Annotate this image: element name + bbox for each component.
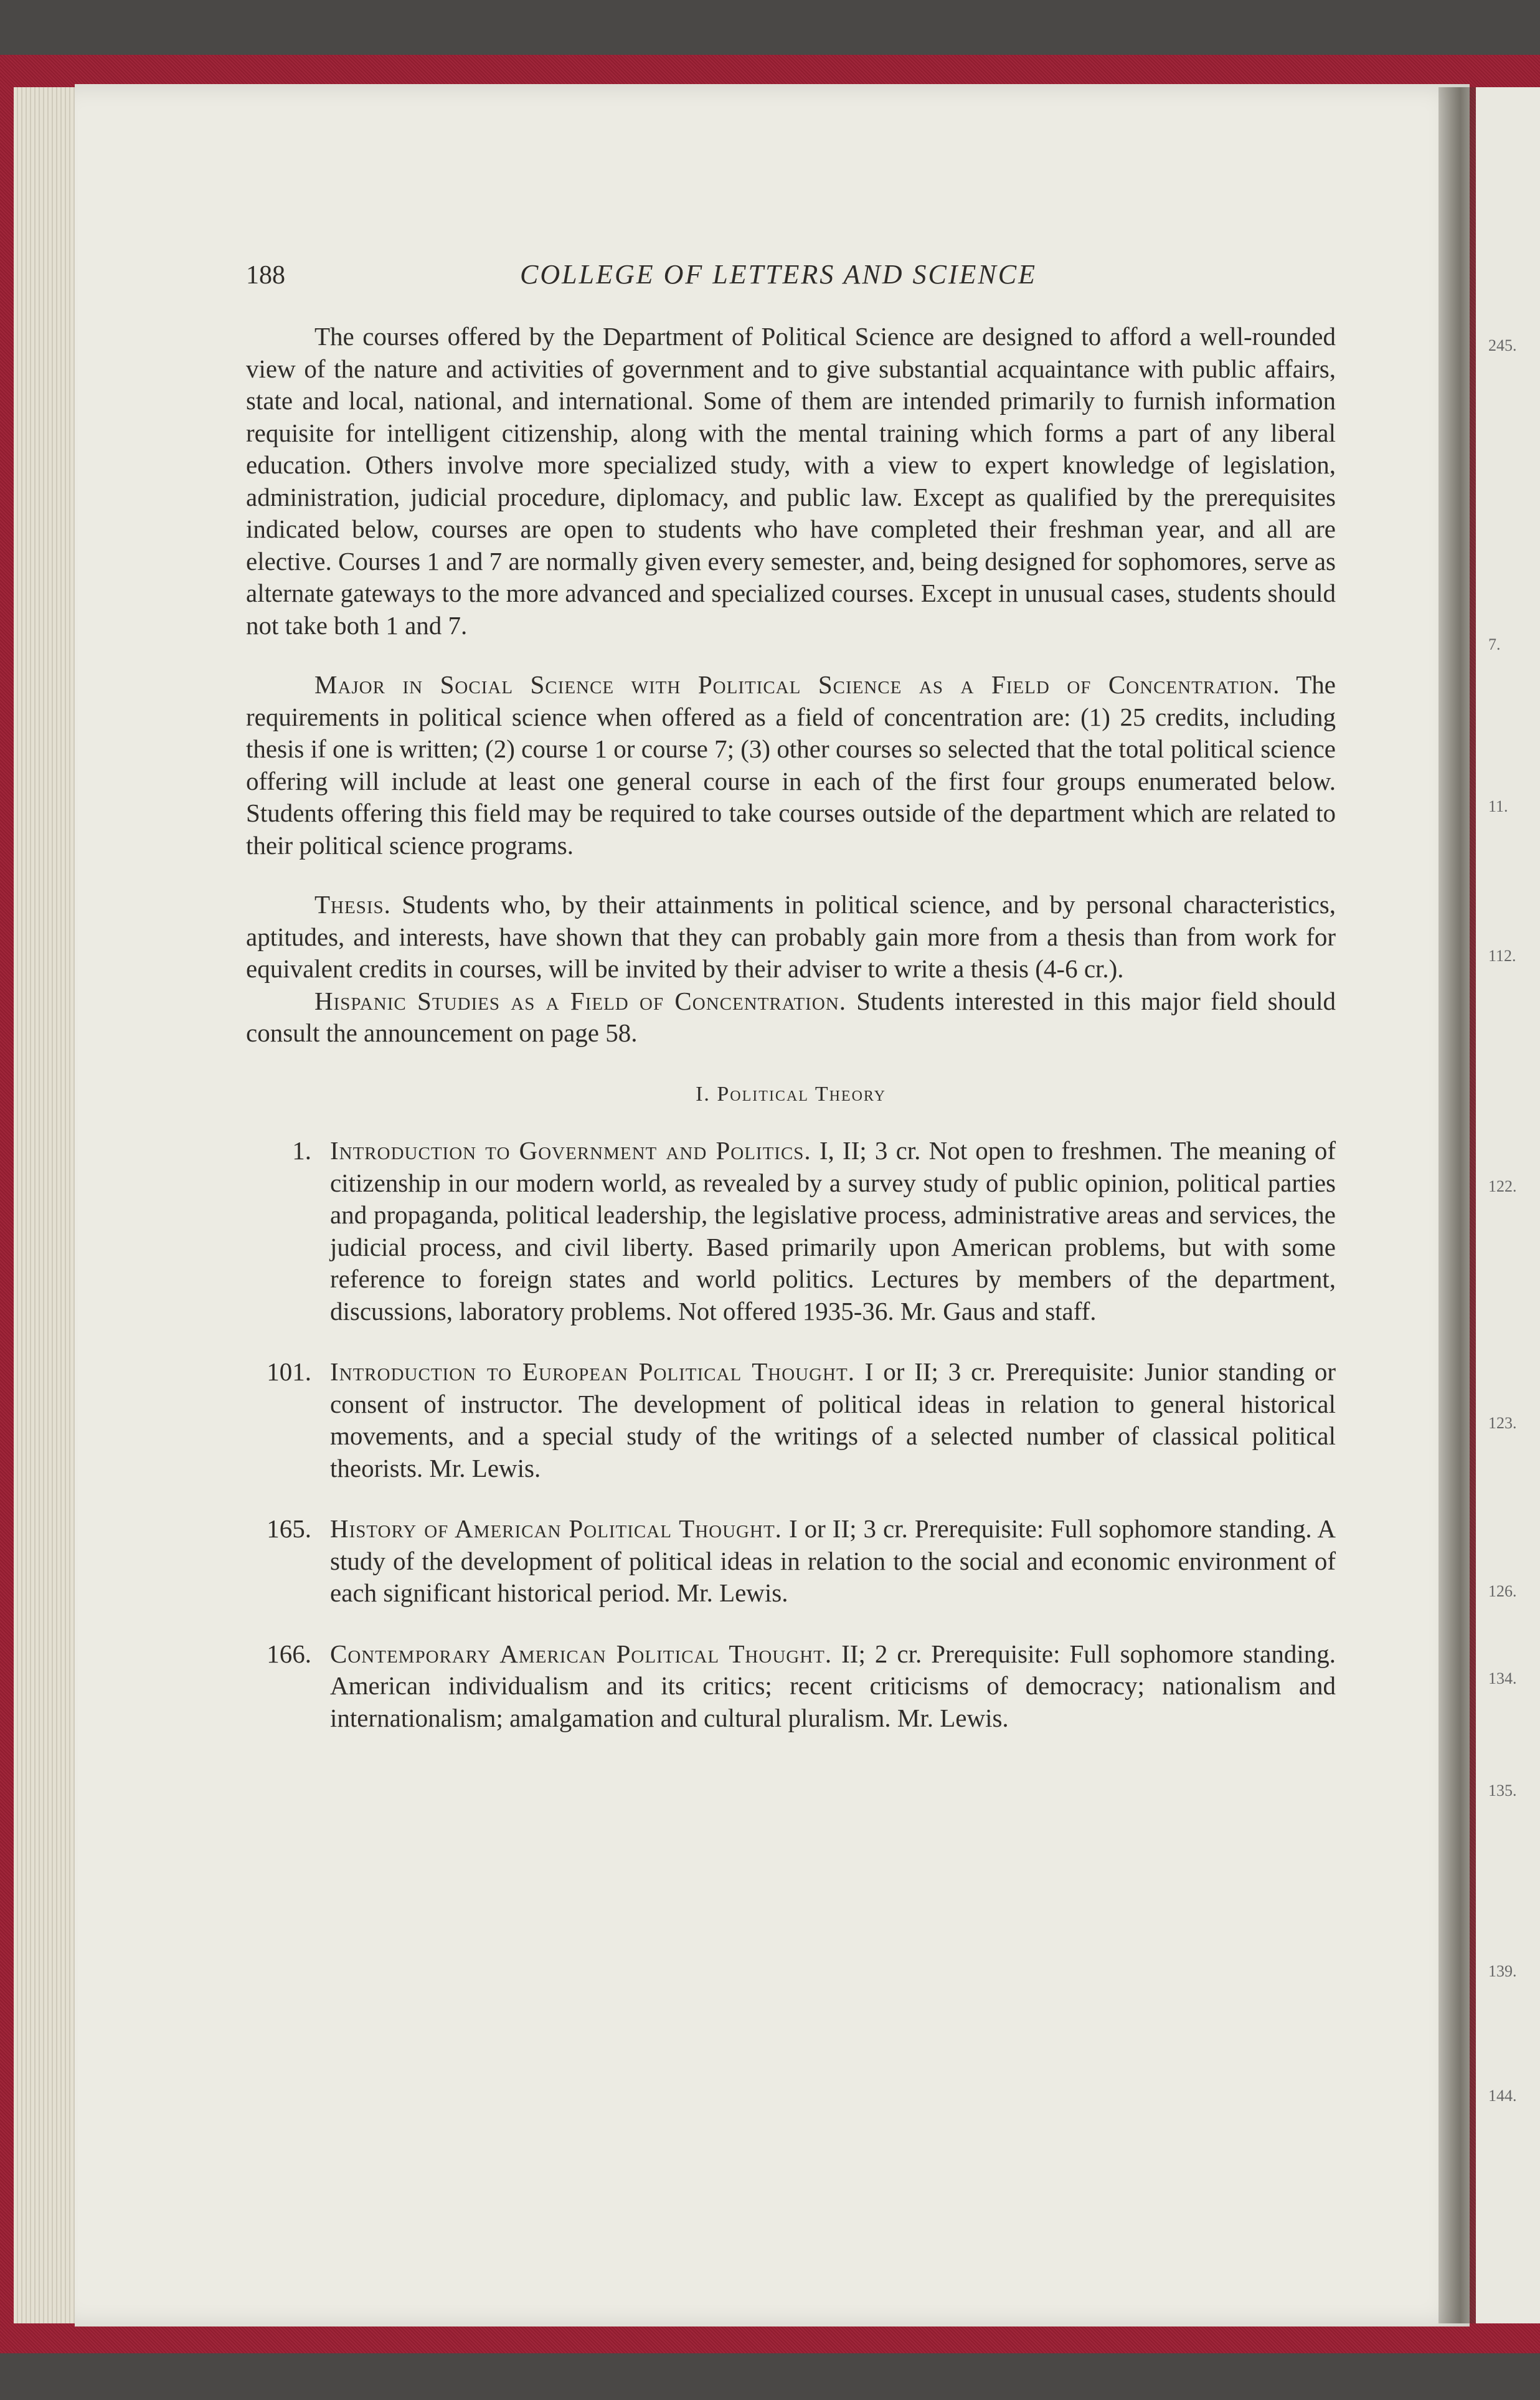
course-title: Introduction to Government and Politics. [330,1136,811,1165]
page-content [246,258,1336,1763]
intro-paragraph: The courses offered by the Department of Political Science are designed to afford a well-rounded view of the nature and activities of government and to give substantial acquaintance with public affairs, state and local, national, and international. Some of them are intended primarily to furnish information requisite for intelligent citizenship, along with the mental training which forms a part of any liberal education. Others involve more specialized study, with a view to expert knowledge of legislation, administration, judicial procedure, diplomacy, and public law. Except as qualified by the prerequisites indicated below, courses are open to students who have completed their freshman year, and all are elective. Courses 1 and 7 are normally given every semester, and, being designed for sophomores, serve as alternate gateways to the more advanced and specialized courses. Except in unusual cases, students should not take both 1 and 7. [246,322,1336,640]
thesis-text: Students who, by their attainments in political science, and by personal characteristics, aptitudes, and interests, have shown that they can probably gain more from a thesis than from work for equivalent credits in courses, will be invited by their adviser to write a thesis (4-6 cr.). [246,890,1336,983]
facing-page-number: 144. [1488,2087,1517,2105]
major-text: The requirements in political science when offered as a field of concentration are: (1) 25 credits, including thesis if one is written; (2) course 1 or course 7; (3) other courses so selected that the total political science offering will include at least one general course in each of the first four groups enumerated below. Students offering this field may be required to take courses outside of the department which are related to their political science programs. [246,670,1336,860]
facing-page-number: 126. [1488,1582,1517,1600]
course-number: 166. [267,1639,311,1668]
course-text: I, II; 3 cr. Not open to freshmen. The meaning of citizenship in our modern world, as revealed by a survey study of public opinion, political parties and propaganda, political leadership, the legislative process, administrative areas and services, the judicial process, and civil liberty. Based primarily upon American problems, but with some reference to foreign states and world politics. Lectures by members of the department, discussions, laboratory problems. Not offered 1935-36. Mr. Gaus and staff. [330,1136,1336,1326]
course-number: 165. [267,1514,311,1543]
course-text: I or II; 3 cr. Prerequisite: Full sophomore standing. A study of the development of political ideas in relation to the social and economic environment of each significant historical period. Mr. Lewis. [330,1514,1336,1607]
facing-page-number: 245. [1488,336,1517,354]
course-description [330,1135,1336,1327]
course-description [330,1513,1336,1610]
facing-page-edge [1476,87,1540,2323]
major-heading: Major in Social Science with Political Science as a Field of Concentration. [314,670,1280,699]
course-entry [246,1513,1336,1610]
hispanic-text: Students interested in this major field should consult the announcement on page 58. [246,986,1336,1047]
course-title: Contemporary American Political Thought. [330,1639,833,1668]
facing-page-number: 135. [1488,1781,1517,1800]
facing-page-number: 112. [1488,947,1516,965]
course-text: II; 2 cr. Prerequisite: Full sophomore standing. American individualism and its critics; recent criticisms of democracy; nationalism and internationalism; amalgamation and cultural pluralism. Mr. Lewis. [330,1639,1336,1732]
running-head: COLLEGE OF LETTERS AND SCIENCE [520,259,1037,290]
facing-page-number: 134. [1488,1669,1517,1687]
thesis-heading: Thesis. [314,890,391,919]
page-header [246,258,1336,302]
course-title: Introduction to European Political Thought. [330,1357,855,1386]
course-entry [246,1356,1336,1484]
facing-page-number: 139. [1488,1962,1517,1980]
course-number: 101. [267,1357,311,1386]
course-entry [246,1638,1336,1735]
course-entry [246,1135,1336,1327]
course-text: I or II; 3 cr. Prerequisite: Junior standing or consent of instructor. The development of political ideas in relation to general historical movements, and a special study of the writings of a selected number of classical political theorists. Mr. Lewis. [330,1357,1336,1482]
facing-page-number: 11. [1488,797,1508,815]
course-number: 1. [292,1136,311,1165]
section-title: I. Political Theory [696,1082,886,1106]
hispanic-paragraph [246,985,1336,1050]
facing-page-number: 7. [1488,635,1501,653]
course-description [330,1356,1336,1484]
course-description [330,1638,1336,1735]
page-number: 188 [246,261,285,290]
hispanic-heading: Hispanic Studies as a Field of Concentration. [314,986,846,1015]
thesis-paragraph [246,889,1336,985]
major-paragraph [246,669,1336,861]
facing-page-number: 123. [1488,1414,1517,1432]
facing-page-number: 122. [1488,1177,1517,1195]
course-title: History of American Political Thought. [330,1514,782,1543]
